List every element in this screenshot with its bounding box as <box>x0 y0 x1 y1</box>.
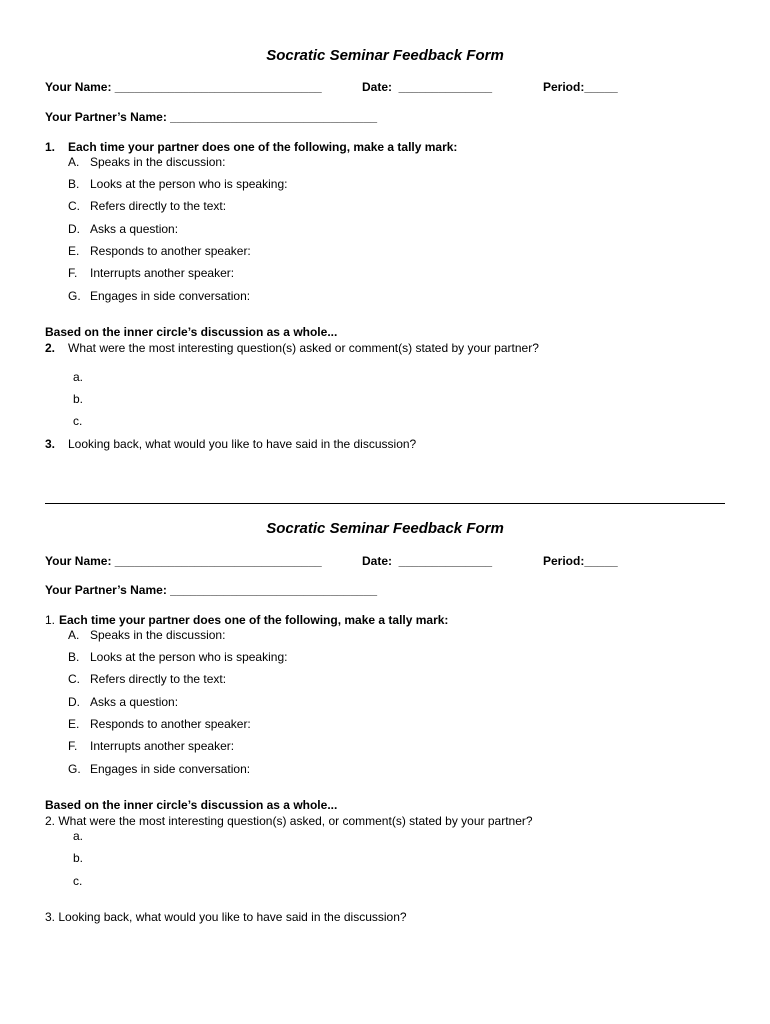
form2-based-on-heading: Based on the inner circle’s discussion as a whole... <box>45 798 338 812</box>
form2-item-letter: F. <box>68 739 78 753</box>
form2-item-letter: G. <box>68 762 81 776</box>
form1-q1-text: Each time your partner does one of the following, make a tally mark: <box>68 140 458 154</box>
form2-date-field: Date: ______________ <box>362 554 493 568</box>
form2-item-text: Refers directly to the text: <box>90 672 227 686</box>
form1-answer-letter: a. <box>73 370 84 384</box>
form1-item-letter: E. <box>68 244 80 258</box>
form2-item-text: Responds to another speaker: <box>90 717 251 731</box>
form2-answer-letter: b. <box>73 851 84 865</box>
form1-item-text: Asks a question: <box>90 222 179 236</box>
form1-partner-name-field: Your Partner’s Name: _______________________________ <box>45 110 378 124</box>
form1-item-letter: A. <box>68 155 80 169</box>
form1-q2-text: What were the most interesting question(s) asked or comment(s) stated by your partner? <box>68 341 539 355</box>
form1-item-text: Responds to another speaker: <box>90 244 251 258</box>
form1-item-text: Engages in side conversation: <box>90 289 251 303</box>
form2-item-letter: B. <box>68 650 80 664</box>
form1-q3-text: Looking back, what would you like to have said in the discussion? <box>68 437 417 451</box>
form2-q1-text: Each time your partner does one of the following, make a tally mark: <box>59 613 449 627</box>
form1-q2-number: 2. <box>45 341 56 355</box>
form1-date-field: Date: ______________ <box>362 80 493 94</box>
section-divider <box>45 503 725 504</box>
form2-item-text: Speaks in the discussion: <box>90 628 226 642</box>
form1-name-field: Your Name: _______________________________ <box>45 80 322 94</box>
form1-item-letter: D. <box>68 222 80 236</box>
form2-item-text: Interrupts another speaker: <box>90 739 235 753</box>
form2-q1-number: 1. <box>45 613 56 627</box>
form1-based-on-heading: Based on the inner circle’s discussion as a whole... <box>45 325 338 339</box>
form1-item-text: Refers directly to the text: <box>90 199 227 213</box>
form2-partner-name-field: Your Partner’s Name: _______________________________ <box>45 583 378 597</box>
form1-period-field: Period:_____ <box>543 80 618 94</box>
form2-name-field: Your Name: _______________________________ <box>45 554 322 568</box>
form1-title: Socratic Seminar Feedback Form <box>266 47 504 64</box>
form1-answer-letter: c. <box>73 414 83 428</box>
form1-answer-letter: b. <box>73 392 84 406</box>
form1-item-text: Speaks in the discussion: <box>90 155 226 169</box>
form1-q1-number: 1. <box>45 140 56 154</box>
form1-item-letter: G. <box>68 289 81 303</box>
form2-item-letter: E. <box>68 717 80 731</box>
form1-item-letter: F. <box>68 266 78 280</box>
form2-item-letter: D. <box>68 695 80 709</box>
form2-item-text: Asks a question: <box>90 695 179 709</box>
form2-item-text: Looks at the person who is speaking: <box>90 650 288 664</box>
form1-q3-number: 3. <box>45 437 56 451</box>
form2-item-letter: A. <box>68 628 80 642</box>
form1-item-text: Interrupts another speaker: <box>90 266 235 280</box>
form2-q3-text: 3. Looking back, what would you like to have said in the discussion? <box>45 910 407 924</box>
form1-item-letter: B. <box>68 177 80 191</box>
form2-answer-letter: c. <box>73 874 83 888</box>
form1-item-letter: C. <box>68 199 80 213</box>
form2-q2-text: 2. What were the most interesting question(s) asked, or comment(s) stated by your partner? <box>45 814 533 828</box>
form2-item-letter: C. <box>68 672 80 686</box>
form2-answer-letter: a. <box>73 829 84 843</box>
form2-title: Socratic Seminar Feedback Form <box>266 520 504 537</box>
form2-item-text: Engages in side conversation: <box>90 762 251 776</box>
form2-period-field: Period:_____ <box>543 554 618 568</box>
form1-item-text: Looks at the person who is speaking: <box>90 177 288 191</box>
